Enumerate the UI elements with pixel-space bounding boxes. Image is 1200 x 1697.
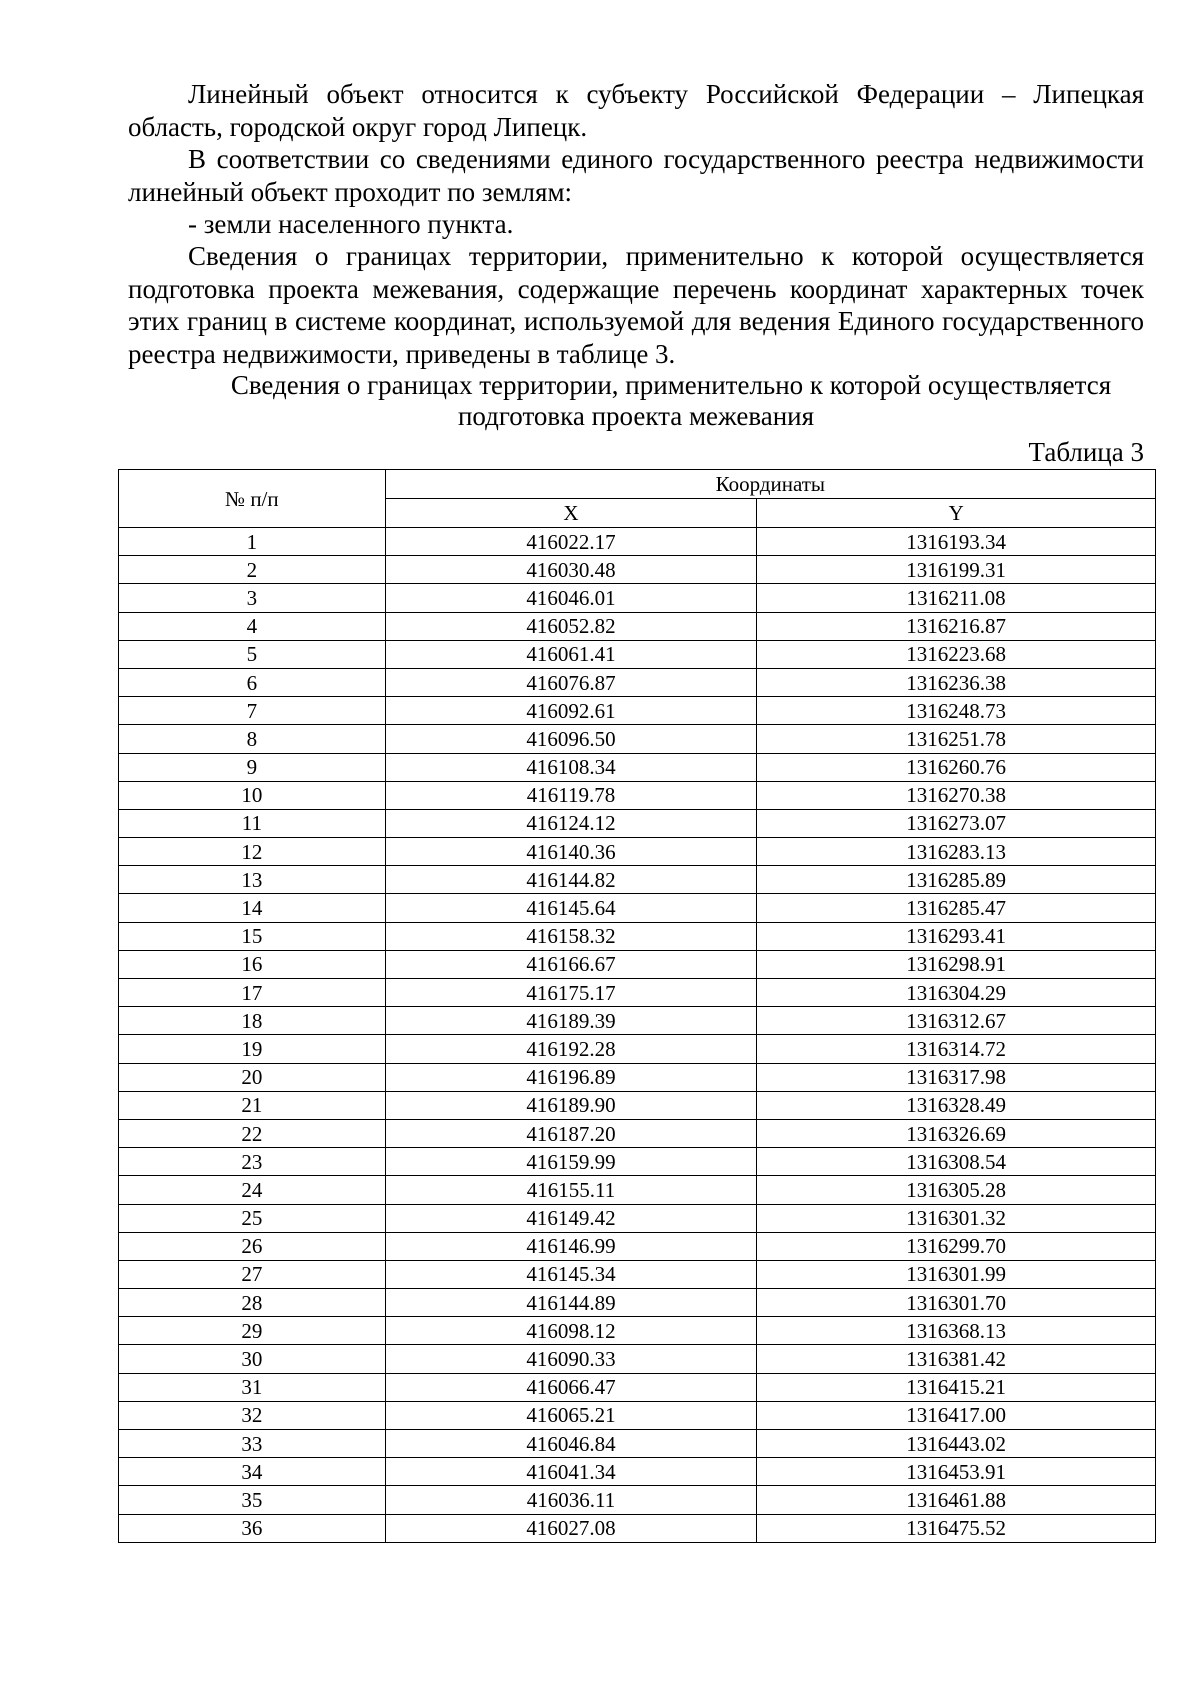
table-row xyxy=(119,1176,1156,1204)
cell-x: 416027.08 xyxy=(385,1514,757,1542)
cell-x: 416196.89 xyxy=(385,1063,757,1091)
cell-y: 1316317.98 xyxy=(757,1063,1156,1091)
table-row xyxy=(119,1119,1156,1147)
cell-x: 416041.34 xyxy=(385,1458,757,1486)
cell-number: 1 xyxy=(119,528,386,556)
paragraph-land-category: - земли населенного пункта. xyxy=(188,209,514,239)
cell-number: 3 xyxy=(119,584,386,612)
cell-y: 1316417.00 xyxy=(757,1401,1156,1429)
cell-y: 1316285.89 xyxy=(757,866,1156,894)
cell-y: 1316461.88 xyxy=(757,1486,1156,1514)
cell-x: 416145.34 xyxy=(385,1260,757,1288)
cell-y: 1316326.69 xyxy=(757,1119,1156,1147)
cell-y: 1316328.49 xyxy=(757,1091,1156,1119)
cell-number: 36 xyxy=(119,1514,386,1542)
cell-number: 28 xyxy=(119,1289,386,1317)
table-number-label: Таблица 3 xyxy=(1028,437,1144,467)
cell-y: 1316273.07 xyxy=(757,809,1156,837)
cell-x: 416022.17 xyxy=(385,528,757,556)
cell-x: 416030.48 xyxy=(385,556,757,584)
paragraph-boundaries: Сведения о границах территории, применительно к которой осуществляется подготовка проекта межевания, содержащие перечень координат характерных точек этих границ в системе координат, используемой для ведения Единого государственного реестра недвижимости, приведены в таблице 3. xyxy=(128,241,1144,369)
cell-number: 22 xyxy=(119,1119,386,1147)
table-row xyxy=(119,640,1156,668)
column-header-y: Y xyxy=(757,499,1156,528)
column-header-coordinates: Координаты xyxy=(385,470,1155,499)
cell-x: 416052.82 xyxy=(385,612,757,640)
table-row xyxy=(119,1148,1156,1176)
table-row xyxy=(119,753,1156,781)
cell-x: 416144.89 xyxy=(385,1289,757,1317)
cell-y: 1316293.41 xyxy=(757,922,1156,950)
cell-x: 416158.32 xyxy=(385,922,757,950)
table-row xyxy=(119,1486,1156,1514)
cell-number: 25 xyxy=(119,1204,386,1232)
cell-y: 1316211.08 xyxy=(757,584,1156,612)
table-row xyxy=(119,1035,1156,1063)
cell-x: 416090.33 xyxy=(385,1345,757,1373)
cell-number: 18 xyxy=(119,1007,386,1035)
cell-x: 416096.50 xyxy=(385,725,757,753)
coordinates-table xyxy=(118,469,1156,1543)
table-caption-line2: подготовка проекта межевания xyxy=(457,401,815,431)
cell-y: 1316301.70 xyxy=(757,1289,1156,1317)
table-row xyxy=(119,979,1156,1007)
table-row xyxy=(119,781,1156,809)
cell-number: 16 xyxy=(119,950,386,978)
paragraph-subject: Линейный объект относится к субъекту Российской Федерации – Липецкая область, городской округ город Липецк. xyxy=(128,79,1144,142)
cell-number: 12 xyxy=(119,838,386,866)
cell-number: 9 xyxy=(119,753,386,781)
cell-number: 21 xyxy=(119,1091,386,1119)
cell-number: 29 xyxy=(119,1317,386,1345)
cell-number: 13 xyxy=(119,866,386,894)
cell-x: 416189.39 xyxy=(385,1007,757,1035)
cell-x: 416066.47 xyxy=(385,1373,757,1401)
cell-number: 10 xyxy=(119,781,386,809)
cell-y: 1316453.91 xyxy=(757,1458,1156,1486)
cell-y: 1316308.54 xyxy=(757,1148,1156,1176)
table-row xyxy=(119,1401,1156,1429)
table-row xyxy=(119,556,1156,584)
table-row xyxy=(119,1514,1156,1542)
cell-x: 416155.11 xyxy=(385,1176,757,1204)
cell-number: 4 xyxy=(119,612,386,640)
cell-number: 24 xyxy=(119,1176,386,1204)
cell-number: 2 xyxy=(119,556,386,584)
cell-number: 11 xyxy=(119,809,386,837)
cell-y: 1316251.78 xyxy=(757,725,1156,753)
table-row xyxy=(119,725,1156,753)
cell-y: 1316305.28 xyxy=(757,1176,1156,1204)
table-row xyxy=(119,1063,1156,1091)
column-header-number: № п/п xyxy=(119,470,386,528)
column-header-x: X xyxy=(385,499,757,528)
cell-x: 416119.78 xyxy=(385,781,757,809)
paragraph-registry: В соответствии со сведениями единого государственного реестра недвижимости линейный объект проходит по землям: xyxy=(128,144,1144,207)
table-row xyxy=(119,1260,1156,1288)
cell-number: 8 xyxy=(119,725,386,753)
table-body xyxy=(119,528,1156,1543)
table-row xyxy=(119,894,1156,922)
table-row xyxy=(119,1289,1156,1317)
cell-y: 1316193.34 xyxy=(757,528,1156,556)
table-row xyxy=(119,1430,1156,1458)
cell-x: 416144.82 xyxy=(385,866,757,894)
cell-y: 1316475.52 xyxy=(757,1514,1156,1542)
cell-y: 1316368.13 xyxy=(757,1317,1156,1345)
table-row xyxy=(119,697,1156,725)
table-caption-line1: Сведения о границах территории, применительно к которой осуществляется xyxy=(230,370,1112,400)
cell-y: 1316314.72 xyxy=(757,1035,1156,1063)
cell-number: 15 xyxy=(119,922,386,950)
cell-number: 7 xyxy=(119,697,386,725)
cell-x: 416159.99 xyxy=(385,1148,757,1176)
cell-number: 35 xyxy=(119,1486,386,1514)
cell-y: 1316236.38 xyxy=(757,668,1156,696)
table-row xyxy=(119,1091,1156,1119)
table-row xyxy=(119,584,1156,612)
cell-number: 6 xyxy=(119,668,386,696)
cell-y: 1316301.99 xyxy=(757,1260,1156,1288)
cell-y: 1316283.13 xyxy=(757,838,1156,866)
table-row xyxy=(119,1345,1156,1373)
table-row xyxy=(119,1373,1156,1401)
cell-y: 1316285.47 xyxy=(757,894,1156,922)
cell-x: 416149.42 xyxy=(385,1204,757,1232)
cell-x: 416140.36 xyxy=(385,838,757,866)
cell-x: 416065.21 xyxy=(385,1401,757,1429)
cell-x: 416046.01 xyxy=(385,584,757,612)
cell-x: 416092.61 xyxy=(385,697,757,725)
cell-y: 1316248.73 xyxy=(757,697,1156,725)
cell-number: 14 xyxy=(119,894,386,922)
table-row xyxy=(119,809,1156,837)
table-row xyxy=(119,612,1156,640)
cell-x: 416046.84 xyxy=(385,1430,757,1458)
cell-y: 1316443.02 xyxy=(757,1430,1156,1458)
table-caption xyxy=(128,370,1144,432)
table-row xyxy=(119,922,1156,950)
cell-number: 23 xyxy=(119,1148,386,1176)
cell-x: 416124.12 xyxy=(385,809,757,837)
cell-x: 416145.64 xyxy=(385,894,757,922)
table-row xyxy=(119,1317,1156,1345)
table-row xyxy=(119,1007,1156,1035)
table-row xyxy=(119,950,1156,978)
cell-x: 416189.90 xyxy=(385,1091,757,1119)
cell-number: 5 xyxy=(119,640,386,668)
cell-x: 416187.20 xyxy=(385,1119,757,1147)
cell-number: 33 xyxy=(119,1430,386,1458)
cell-y: 1316298.91 xyxy=(757,950,1156,978)
cell-y: 1316415.21 xyxy=(757,1373,1156,1401)
cell-y: 1316270.38 xyxy=(757,781,1156,809)
table-row xyxy=(119,1204,1156,1232)
cell-y: 1316216.87 xyxy=(757,612,1156,640)
cell-x: 416108.34 xyxy=(385,753,757,781)
cell-x: 416098.12 xyxy=(385,1317,757,1345)
cell-number: 20 xyxy=(119,1063,386,1091)
cell-x: 416076.87 xyxy=(385,668,757,696)
cell-x: 416192.28 xyxy=(385,1035,757,1063)
cell-number: 34 xyxy=(119,1458,386,1486)
cell-y: 1316260.76 xyxy=(757,753,1156,781)
cell-number: 31 xyxy=(119,1373,386,1401)
table-row xyxy=(119,528,1156,556)
table-row xyxy=(119,668,1156,696)
cell-y: 1316301.32 xyxy=(757,1204,1156,1232)
cell-number: 32 xyxy=(119,1401,386,1429)
cell-x: 416175.17 xyxy=(385,979,757,1007)
cell-number: 17 xyxy=(119,979,386,1007)
cell-x: 416146.99 xyxy=(385,1232,757,1260)
cell-y: 1316199.31 xyxy=(757,556,1156,584)
cell-y: 1316304.29 xyxy=(757,979,1156,1007)
cell-x: 416166.67 xyxy=(385,950,757,978)
table-row xyxy=(119,1458,1156,1486)
table-row xyxy=(119,838,1156,866)
cell-y: 1316299.70 xyxy=(757,1232,1156,1260)
cell-number: 26 xyxy=(119,1232,386,1260)
table-row xyxy=(119,866,1156,894)
cell-y: 1316223.68 xyxy=(757,640,1156,668)
cell-number: 30 xyxy=(119,1345,386,1373)
cell-y: 1316381.42 xyxy=(757,1345,1156,1373)
cell-number: 27 xyxy=(119,1260,386,1288)
cell-y: 1316312.67 xyxy=(757,1007,1156,1035)
cell-x: 416036.11 xyxy=(385,1486,757,1514)
cell-number: 19 xyxy=(119,1035,386,1063)
cell-x: 416061.41 xyxy=(385,640,757,668)
table-row xyxy=(119,1232,1156,1260)
